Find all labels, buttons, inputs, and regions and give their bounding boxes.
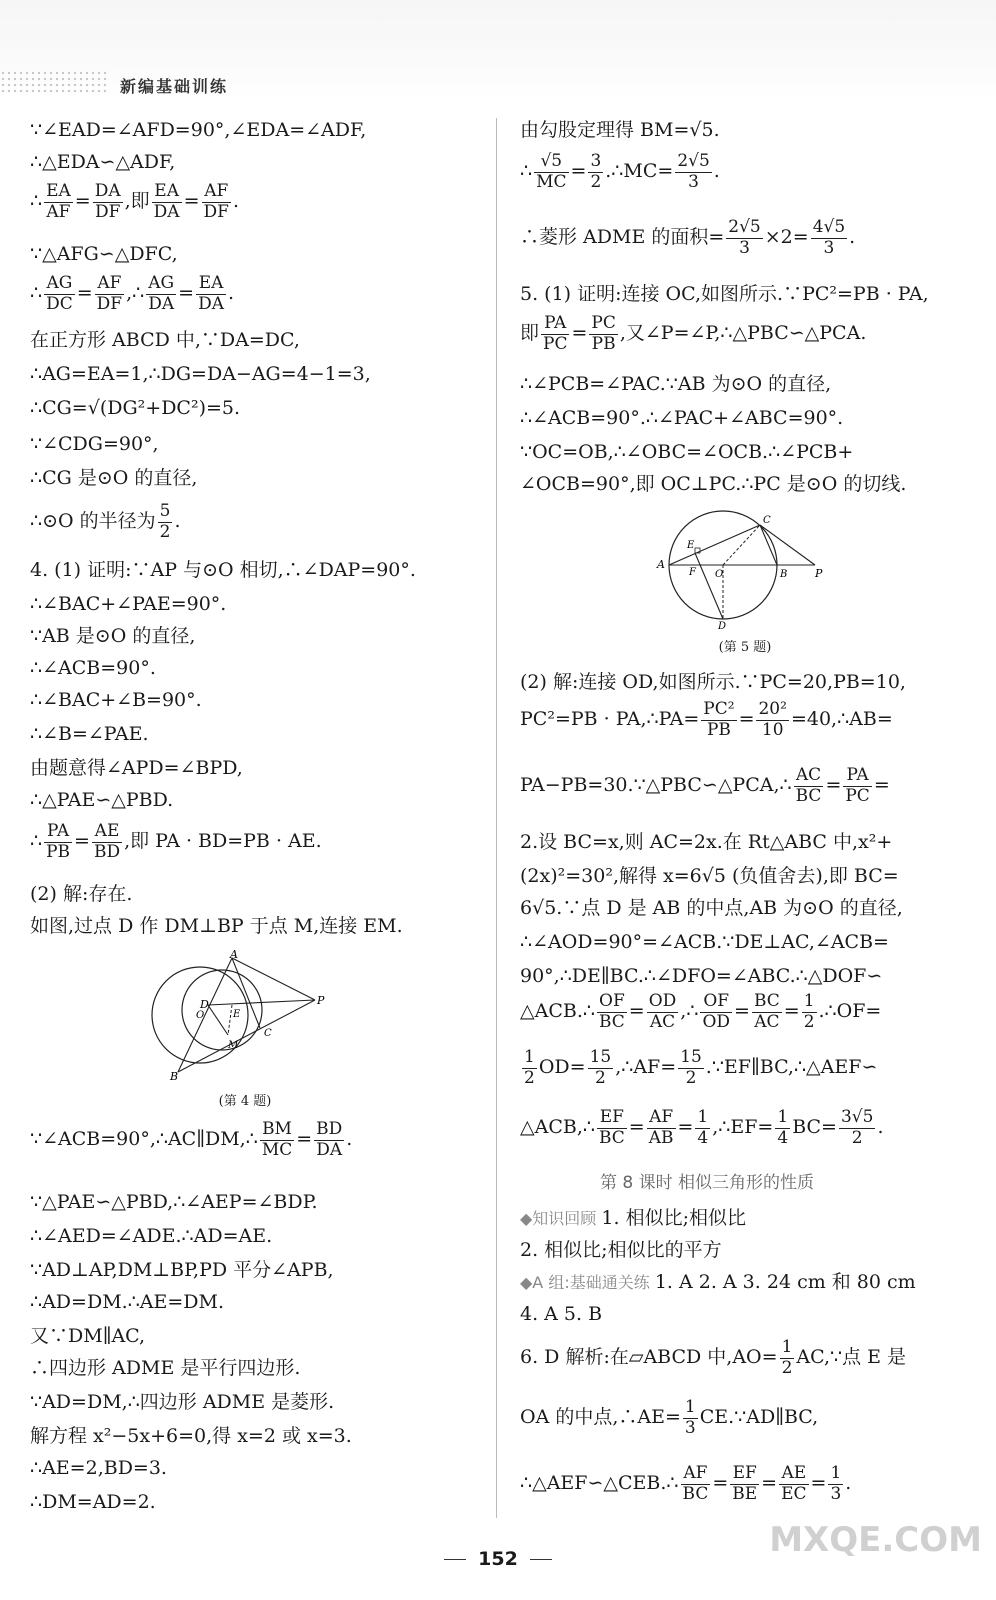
left-line: ∵∠CDG=90°, bbox=[30, 433, 159, 455]
right-line-r5: 即 $\frac{PA}{PC}$ = $\frac{PC}{PB}$ ,又∠P=∠P,∴△PBC∽△PCA. bbox=[520, 313, 867, 354]
svg-text:E: E bbox=[233, 1009, 241, 1020]
svg-text:O: O bbox=[196, 1010, 205, 1021]
left-line: ∵∠ACB=90°,∴AC∥DM,∴ $\frac{BM}{MC}$ = $\frac{BD}{DA}$ . bbox=[30, 1119, 353, 1160]
right-line-r27: ∴△AEF∽△CEB.∴ $\frac{AF}{BC}$ = $\frac{EF}{BE}$ = $\frac{AE}{EC}$ = $\frac{1}{3}$ . bbox=[520, 1463, 852, 1504]
left-line: ∵△PAE∽△PBD,∴∠AEP=∠BDP. bbox=[30, 1191, 318, 1213]
fraction: $\frac{4√5}{3}$ bbox=[812, 217, 846, 258]
left-line: ∴CG 是⊙O 的直径, bbox=[30, 467, 198, 489]
right-line-r23: ◆A 组:基础通关练 1. A 2. A 3. 24 cm 和 80 cm bbox=[520, 1271, 916, 1293]
right-line-r2: ∴ $\frac{√5}{MC}$ = $\frac{3}{2}$ .∴MC= $\frac{2√5}{3}$ . bbox=[520, 151, 720, 192]
left-line: ∴四边形 ADME 是平行四边形. bbox=[30, 1357, 301, 1379]
right-line-r17: 90°,∴DE∥BC.∴∠DFO=∠ABC.∴△DOF∽ bbox=[520, 965, 883, 987]
fraction: $\frac{AG}{DC}$ bbox=[46, 273, 73, 314]
svg-text:P: P bbox=[317, 994, 325, 1007]
section-title: 第 8 课时 相似三角形的性质 bbox=[600, 1173, 815, 1193]
fraction: $\frac{DA}{DF}$ bbox=[94, 181, 121, 222]
svg-text:F: F bbox=[689, 567, 696, 578]
fraction: $\frac{OF}{OD}$ bbox=[702, 991, 731, 1032]
left-line: 4. (1) 证明:∵AP 与⊙O 相切,∴∠DAP=90°. bbox=[30, 559, 416, 581]
figure-4-caption: (第 4 题) bbox=[218, 1094, 272, 1109]
left-line: 由题意得∠APD=∠BPD, bbox=[30, 757, 243, 779]
svg-text:A: A bbox=[657, 558, 665, 571]
left-line: ∴ $\frac{EA}{AF}$ = $\frac{DA}{DF}$ ,即 $\frac{EA}{DA}$ = $\frac{AF}{DF}$ . bbox=[30, 181, 239, 222]
right-line-r7: ∴∠ACB=90°.∴∠PAC+∠ABC=90°. bbox=[520, 407, 844, 429]
svg-text:C: C bbox=[264, 1028, 272, 1039]
right-line-r19: $\frac{1}{2}$ OD= $\frac{15}{2}$ ,∴AF= $\frac{15}{2}$ .∵EF∥BC,∴△AEF∽ bbox=[524, 1047, 878, 1088]
fraction: $\frac{15}{2}$ bbox=[589, 1047, 612, 1088]
fraction: $\frac{15}{2}$ bbox=[680, 1047, 702, 1088]
right-line-r25: 6. D 解析:在▱ABCD 中,AO= $\frac{1}{2}$ AC,∵点 E 是 bbox=[520, 1337, 907, 1378]
fraction: $\frac{3√5}{2}$ bbox=[840, 1107, 874, 1148]
section-tag: ◆A 组:基础通关练 bbox=[520, 1273, 655, 1292]
right-line-r14: (2x)²=30²,解得 x=6√5 (负值舍去),即 BC= bbox=[520, 865, 899, 887]
left-line: ∴AD=DM.∴AE=DM. bbox=[30, 1291, 225, 1313]
left-line: ∴ $\frac{PA}{PB}$ = $\frac{AE}{BD}$ ,即 PA · BD=PB · AE. bbox=[30, 821, 322, 862]
fraction: $\frac{BM}{MC}$ bbox=[261, 1119, 293, 1160]
fraction: $\frac{1}{2}$ bbox=[803, 991, 815, 1032]
svg-text:D: D bbox=[718, 621, 727, 630]
right-line-r12: PA−PB=30.∵△PBC∽△PCA,∴ $\frac{AC}{BC}$ = $\frac{PA}{PC}$ = bbox=[520, 765, 890, 806]
right-line-r16: ∴∠AOD=90°=∠ACB.∵DE⊥AC,∠ACB= bbox=[520, 931, 889, 953]
column-divider bbox=[496, 118, 497, 1518]
fraction: $\frac{AF}{DF}$ bbox=[203, 181, 229, 222]
right-line-r24: 4. A 5. B bbox=[520, 1303, 603, 1325]
fraction: $\frac{AG}{DA}$ bbox=[148, 273, 175, 314]
svg-text:E: E bbox=[687, 540, 695, 551]
right-line-r10: (2) 解:连接 OD,如图所示.∵PC=20,PB=10, bbox=[520, 671, 906, 693]
fraction: $\frac{EA}{AF}$ bbox=[46, 181, 71, 222]
svg-text:A: A bbox=[230, 950, 238, 961]
right-line-r9: ∠OCB=90°,即 OC⊥PC.∴PC 是⊙O 的切线. bbox=[520, 473, 907, 495]
watermark-logo: MXQE.COM bbox=[769, 1520, 982, 1560]
svg-text:M: M bbox=[228, 1040, 239, 1051]
fraction: $\frac{\text{20²}}{10}$ bbox=[758, 699, 787, 740]
fraction: $\frac{√5}{MC}$ bbox=[536, 151, 567, 192]
fraction: $\frac{AF}{BC}$ bbox=[682, 1463, 709, 1504]
right-line-r11: PC²=PB · PA,∴PA= $\frac{\text{PC²}}{PB}$ = $\frac{\text{20²}}{10}$ =40,∴AB= bbox=[520, 699, 893, 740]
fraction: $\frac{5}{2}$ bbox=[159, 501, 171, 542]
left-line: ∴DM=AD=2. bbox=[30, 1491, 156, 1513]
header-dot-pattern bbox=[0, 70, 110, 96]
figure-4-diagram bbox=[150, 950, 340, 1085]
left-line: ∵AD=DM,∴四边形 ADME 是菱形. bbox=[30, 1391, 335, 1413]
left-line: ∵AD⊥AP,DM⊥BP,PD 平分∠APB, bbox=[30, 1259, 334, 1281]
left-line: ∴∠ACB=90°. bbox=[30, 657, 156, 679]
right-line-r21: ◆知识回顾 1. 相似比;相似比 bbox=[520, 1207, 746, 1229]
fraction: $\frac{PA}{PC}$ bbox=[543, 313, 568, 354]
left-line: 又∵DM∥AC, bbox=[30, 1325, 146, 1347]
fraction: $\frac{OF}{BC}$ bbox=[598, 991, 625, 1032]
left-line: ∴ $\frac{AG}{DC}$ = $\frac{AF}{DF}$ ,∴ $\frac{AG}{DA}$ = $\frac{EA}{DA}$ . bbox=[30, 273, 235, 314]
fraction: $\frac{PA}{PC}$ bbox=[845, 765, 870, 806]
right-line-r20: △ACB,∴ $\frac{EF}{BC}$ = $\frac{AF}{AB}$ = $\frac{1}{4}$ ,∴EF= $\frac{1}{4}$ BC= $\frac{3√5}{2}$ . bbox=[520, 1107, 884, 1148]
left-line: 解方程 x²−5x+6=0,得 x=2 或 x=3. bbox=[30, 1425, 352, 1447]
right-line-r4: 5. (1) 证明:连接 OC,如图所示.∵PC²=PB · PA, bbox=[520, 283, 929, 305]
fraction: $\frac{AF}{DF}$ bbox=[96, 273, 123, 314]
left-line: ∴∠BAC+∠PAE=90°. bbox=[30, 593, 227, 615]
fraction: $\frac{PA}{PB}$ bbox=[46, 821, 71, 862]
fraction: $\frac{1}{2}$ bbox=[781, 1337, 793, 1378]
page-header bbox=[0, 0, 996, 98]
left-line: ∵AB 是⊙O 的直径, bbox=[30, 625, 196, 647]
fraction: $\frac{EF}{BC}$ bbox=[598, 1107, 625, 1148]
left-line: ∴△EDA∽△ADF, bbox=[30, 151, 176, 173]
left-line: 如图,过点 D 作 DM⊥BP 于点 M,连接 EM. bbox=[30, 915, 403, 937]
section-tag: ◆知识回顾 bbox=[520, 1209, 602, 1228]
left-line: ∴∠AED=∠ADE.∴AD=AE. bbox=[30, 1225, 273, 1247]
fraction: $\frac{EA}{DA}$ bbox=[198, 273, 224, 314]
fraction: $\frac{1}{4}$ bbox=[777, 1107, 789, 1148]
left-line: (2) 解:存在. bbox=[30, 883, 133, 905]
left-line: ∴⊙O 的半径为 $\frac{5}{2}$ . bbox=[30, 501, 181, 542]
fraction: $\frac{2√5}{3}$ bbox=[728, 217, 761, 258]
svg-text:B: B bbox=[780, 569, 788, 580]
right-line-r3: ∴菱形 ADME 的面积= $\frac{2√5}{3}$ ×2= $\frac{4√5}{3}$ . bbox=[520, 217, 856, 258]
fraction: $\frac{3}{2}$ bbox=[590, 151, 602, 192]
fraction: $\frac{1}{2}$ bbox=[524, 1047, 535, 1088]
page-number-text: 152 bbox=[478, 1548, 518, 1570]
figure-5-caption: (第 5 题) bbox=[718, 640, 772, 655]
left-line: 在正方形 ABCD 中,∵DA=DC, bbox=[30, 329, 300, 351]
fraction: $\frac{BC}{AC}$ bbox=[753, 991, 780, 1032]
left-line: ∴∠B=∠PAE. bbox=[30, 723, 149, 745]
left-line: ∵△AFG∽△DFC, bbox=[30, 243, 178, 265]
left-line: ∵∠EAD=∠AFD=90°,∠EDA=∠ADF, bbox=[30, 119, 367, 141]
fraction: $\frac{OD}{AC}$ bbox=[648, 991, 677, 1032]
fraction: $\frac{AF}{AB}$ bbox=[648, 1107, 674, 1148]
fraction: $\frac{1}{3}$ bbox=[830, 1463, 842, 1504]
fraction: $\frac{1}{3}$ bbox=[684, 1397, 696, 1438]
left-line: ∴AE=2,BD=3. bbox=[30, 1457, 167, 1479]
fraction: $\frac{AC}{BC}$ bbox=[795, 765, 822, 806]
fraction: $\frac{AE}{BD}$ bbox=[93, 821, 121, 862]
right-line-r1: 由勾股定理得 BM=√5. bbox=[520, 119, 720, 141]
right-line-r15: 6√5.∵点 D 是 AB 的中点,AB 为⊙O 的直径, bbox=[520, 897, 903, 919]
svg-text:D: D bbox=[200, 998, 209, 1011]
left-line: ∴∠BAC+∠B=90°. bbox=[30, 689, 202, 711]
fraction: $\frac{2√5}{3}$ bbox=[677, 151, 710, 192]
svg-text:B: B bbox=[170, 1070, 179, 1083]
fraction: $\frac{BD}{DA}$ bbox=[316, 1119, 343, 1160]
right-line-r22: 2. 相似比;相似比的平方 bbox=[520, 1239, 722, 1261]
fraction: $\frac{1}{4}$ bbox=[697, 1107, 709, 1148]
svg-text:C: C bbox=[763, 515, 771, 526]
left-line: ∴AG=EA=1,∴DG=DA−AG=4−1=3, bbox=[30, 363, 371, 385]
right-line-r8: ∵OC=OB,∴∠OBC=∠OCB.∴∠PCB+ bbox=[520, 441, 854, 463]
fraction: $\frac{AE}{EC}$ bbox=[781, 1463, 807, 1504]
svg-text:P: P bbox=[815, 567, 823, 580]
fraction: $\frac{PC}{PB}$ bbox=[591, 313, 616, 354]
left-line: ∴△PAE∽△PBD. bbox=[30, 789, 174, 811]
left-line: ∴CG=√(DG²+DC²)=5. bbox=[30, 397, 241, 419]
right-line-r26: OA 的中点,∴AE= $\frac{1}{3}$ CE.∵AD∥BC, bbox=[520, 1397, 819, 1438]
fraction: $\frac{\text{PC²}}{PB}$ bbox=[703, 699, 735, 740]
fraction: $\frac{EA}{DA}$ bbox=[153, 181, 180, 222]
right-line-r6: ∴∠PCB=∠PAC.∵AB 为⊙O 的直径, bbox=[520, 373, 832, 395]
header-title: 新编基础训练 bbox=[120, 77, 229, 96]
figure-5-diagram bbox=[655, 505, 835, 630]
right-line-r18: △ACB.∴ $\frac{OF}{BC}$ = $\frac{OD}{AC}$ ,∴ $\frac{OF}{OD}$ = $\frac{BC}{AC}$ = $\frac{1}{2}$ .∴OF= bbox=[520, 991, 882, 1032]
fraction: $\frac{EF}{BE}$ bbox=[732, 1463, 758, 1504]
svg-text:O: O bbox=[715, 569, 724, 580]
right-line-r13: 2.设 BC=x,则 AC=2x.在 Rt△ABC 中,x²+ bbox=[520, 831, 893, 853]
